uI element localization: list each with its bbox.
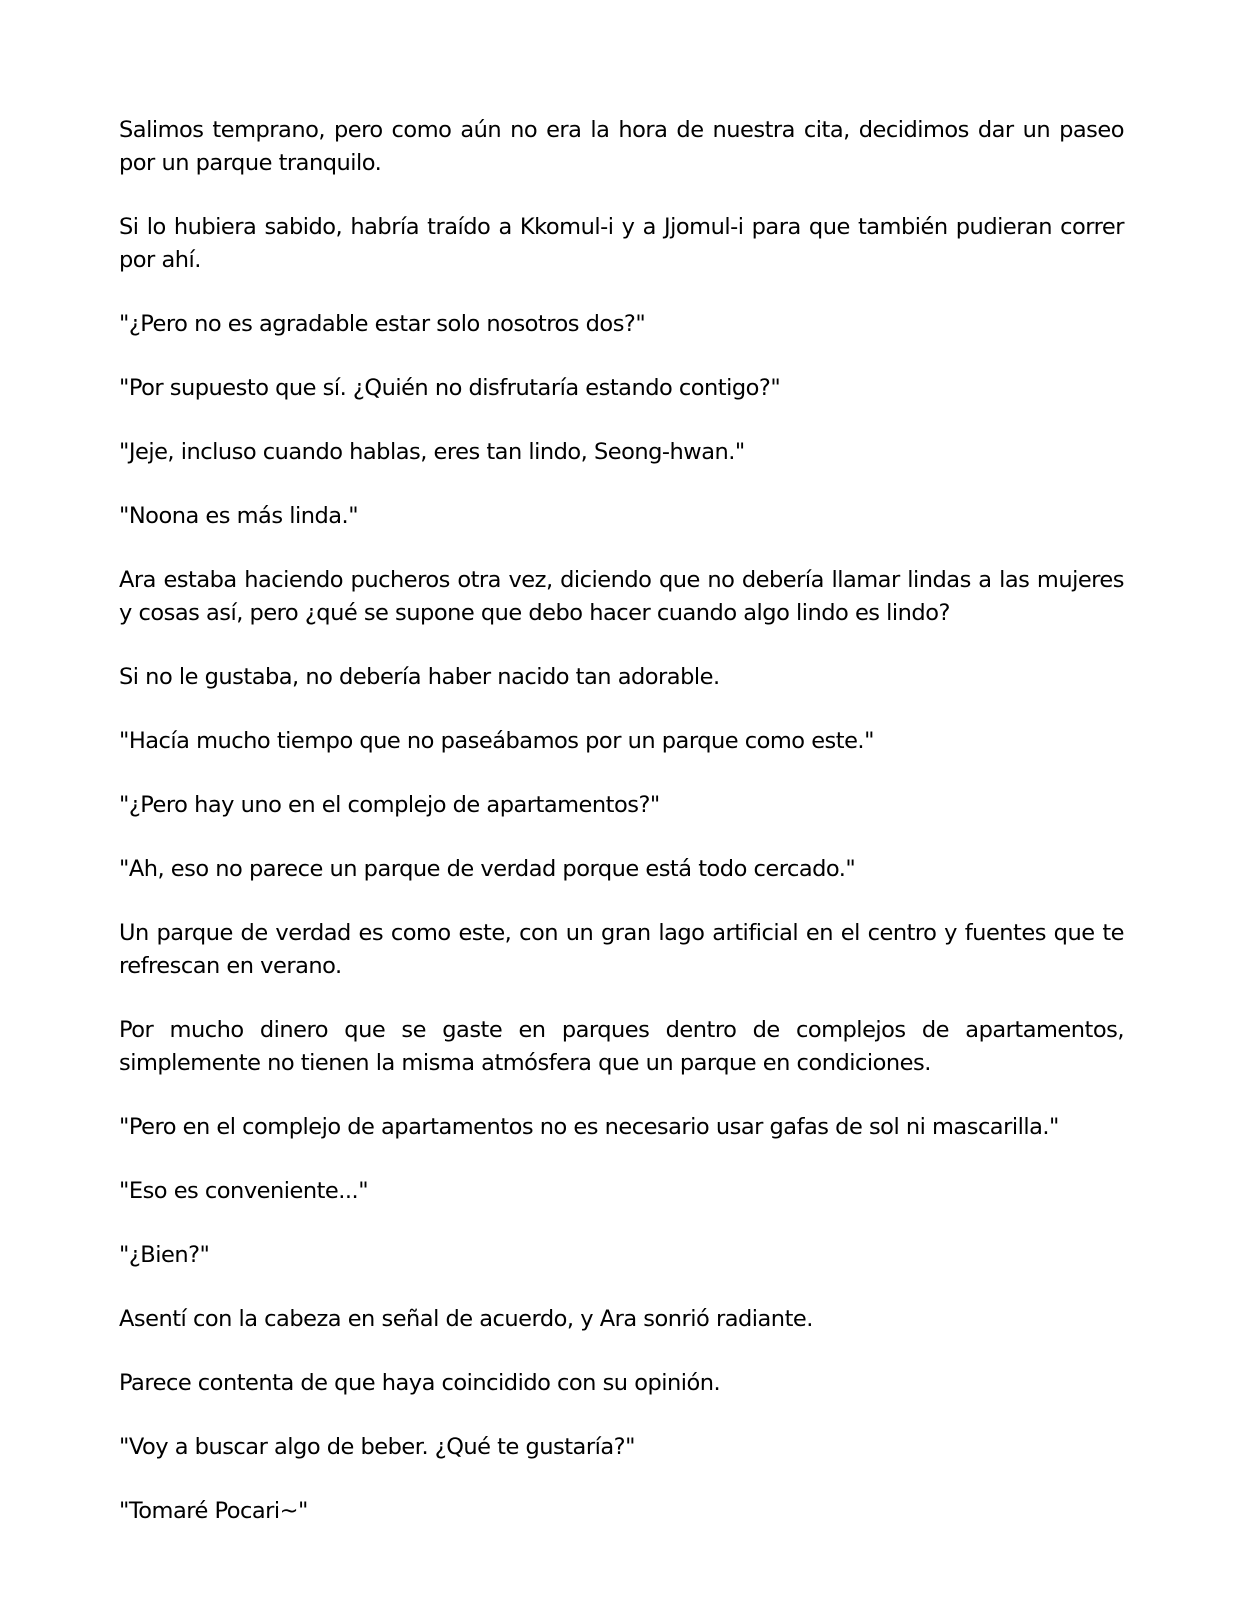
paragraph: "Ah, eso no parece un parque de verdad porque está todo cercado."	[119, 856, 856, 882]
paragraph: Si no le gustaba, no debería haber nacido tan adorable.	[119, 664, 720, 690]
paragraph: "¿Bien?"	[119, 1242, 210, 1268]
paragraph: Ara estaba haciendo pucheros otra vez, diciendo que no debería llamar lindas a las mujeres y cosas así, pero ¿qué se supone que debo hacer cuando algo lindo es lindo?	[119, 567, 1124, 626]
paragraph: "¿Pero no es agradable estar solo nosotros dos?"	[119, 311, 646, 337]
paragraph: "Eso es conveniente..."	[119, 1178, 369, 1204]
paragraph: Por mucho dinero que se gaste en parques dentro de complejos de apartamentos, simplemente no tienen la misma atmósfera que un parque en condiciones.	[119, 1017, 1124, 1076]
paragraph: Parece contenta de que haya coincidido con su opinión.	[119, 1370, 721, 1396]
paragraph: "Por supuesto que sí. ¿Quién no disfrutaría estando contigo?"	[119, 375, 781, 401]
paragraph: Asentí con la cabeza en señal de acuerdo, y Ara sonrió radiante.	[119, 1306, 813, 1332]
paragraph: "¿Pero hay uno en el complejo de apartamentos?"	[119, 792, 660, 818]
paragraph: "Pero en el complejo de apartamentos no es necesario usar gafas de sol ni mascarilla."	[119, 1114, 1059, 1140]
text-column	[119, 114, 1124, 1559]
paragraph: "Voy a buscar algo de beber. ¿Qué te gustaría?"	[119, 1434, 635, 1460]
paragraph: Un parque de verdad es como este, con un gran lago artificial en el centro y fuentes que te refrescan en verano.	[119, 920, 1124, 979]
paragraph: "Jeje, incluso cuando hablas, eres tan lindo, Seong-hwan."	[119, 439, 745, 465]
paragraph: "Tomaré Pocari~"	[119, 1498, 308, 1524]
paragraph: Salimos temprano, pero como aún no era la hora de nuestra cita, decidimos dar un paseo por un parque tranquilo.	[119, 117, 1124, 176]
paragraph: "Noona es más linda."	[119, 503, 359, 529]
paragraph: "Hacía mucho tiempo que no paseábamos por un parque como este."	[119, 728, 874, 754]
paragraph: Si lo hubiera sabido, habría traído a Kkomul-i y a Jjomul-i para que también pudieran correr por ahí.	[119, 214, 1124, 273]
